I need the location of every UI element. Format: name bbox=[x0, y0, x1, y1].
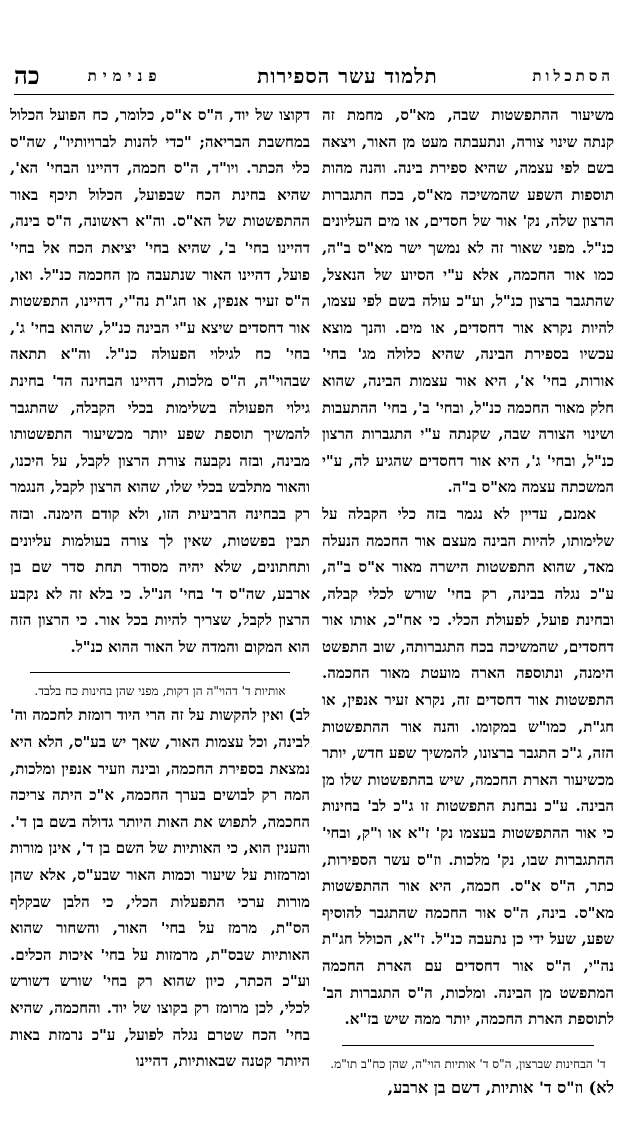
left-paragraph-2: לב) ואין להקשות על זה הרי היוד רומזת לחכמה וה' לבינה, וכל עצמות האור, שאך יש בע"ס, הלא היא נמצאת בספירת החכמה, ובינה וזעיר אנפין ומלכות, המה רק לבושים בערך החכמה, א"כ היתה צריכה החכמה, לתפוש את האות היותר גדולה בשם בן ד'. והענין הוא, כי האותיות של השם בן ד', אינן מורות ומרמזות על שיעור וכמות האור שבע"ס, אלא שהן מורות ערכי התפעלות הכלי, כי הלבן שבקלף הס"ת, מרמז על בחי' האור, והשחור שהוא האותיות שבס"ת, מרמזות על בחי' איכות הכלים. וע"כ הכתר, כיון שהוא רק בחי' שורש דשורש לכלי, לכן מרומז רק בקוצו של יוד. והחכמה, שהיא בחי' הכח שטרם נגלה לפועל, ע"כ נרמזת באות היותר קטנה שבאותיות, דהיינו bbox=[10, 706, 310, 1071]
right-column bbox=[322, 102, 614, 1111]
header-inner-label: פנימית bbox=[87, 66, 163, 85]
right-paragraph-2: אמנם, עדיין לא נגמר בזה כלי הקבלה על שלימותו, להיות הבינה מעצם אור החכמה הנעלה מאד, שהוא התפשטות הישרה מאור א"ס ב"ה, ע"כ נגלה בבינה, רק בחי' שורש לכלי קבלה, ובחינת פועל, לפעולת הכלי. כי אח"כ, אותו אור דחסדים, שהמשיכה בכח התגברותה, שוב התפשט הימנה, ונתוספה הארה מועטת מאור החכמה. התפשטות אור דחסדים זה, נקרא זעיר אנפין, או חג"ת, כמו"ש במקומו. והנה אור ההתפשטות הזה, ג"כ התגבר ברצונו, להמשיך שפע חדש, יותר מכשיעור הארת החכמה, שיש בהתפשטות שלו מן הבינה. ע"כ נבחנת התפשטות זו ג"כ לב' בחינות כי אור ההתפשטות בעצמו נק' ז"א או ו"ק, ובחי' ההתגברות שבו, נק' מלכות. וז"ס עשר הספירות, כתר, ה"ס א"ס. חכמה, היא אור ההתפשטות מא"ס. בינה, ה"ס אור החכמה שהתגבר להוסיף שפע, שעל ידי כן נתעבה כנ"ל. ז"א, הכולל חג"ת נה"י, ה"ס אור דחסדים עם הארת החכמה המתפשט מן הבינה. ומלכות, ה"ס התגברות הב' לתוספת הארת החכמה, יותר ממה שיש בז"א. bbox=[322, 504, 614, 1029]
header-left-group bbox=[14, 61, 163, 91]
left-section-note: אותיות ד' דהוי"ה הן דקות, מפני שהן בחינות כח בלבד. bbox=[34, 684, 286, 699]
left-column bbox=[10, 102, 310, 1111]
right-paragraph-1: משיעור ההתפשטות שבה, מא"ס, מחמת זה קנתה שינוי צורה, ונתעבתה מעט מן האור, ויצאה בשם לפי עצמה, שהיא ספירת בינה. והנה מהות תוספות השפע שהמשיכה מא"ס, בכח התגברות הרצון שלה, נק' אור של חסדים, או מים העליונים כנ"ל. מפני שאור זה לא נמשך ישר מא"ס ב"ה, כמו אור החכמה, אלא ע"י הסיוע של הנאצל, שהתגבר ברצון כנ"ל, וע"כ עולה בשם לפי עצמו, להיות נקרא אור דחסדים, או מים. והנך מוצא עכשיו בספירת הבינה, שהיא כלולה מג' בחי' אורות, בחי' א', היא אור עצמות הבינה, שהוא חלק מאור החכמה כנ"ל, ובחי' ב', בחי' ההתעבות ושינוי הצורה שבה, שקנתה ע"י התגברות הרצון כנ"ל, ובחי' ג', היא אור דחסדים שהגיע לה, ע"י המשכתה עצמה מא"ס ב"ה. bbox=[322, 106, 614, 497]
divider bbox=[30, 672, 290, 673]
page-number: כה bbox=[14, 61, 40, 90]
left-paragraph-1: דקוצו של יוד, ה"ס א"ס, כלומר, כח הפועל הכלול במחשבת הבריאה; "כדי להנות לברויותיו", שה"ס כלי הכתר. ויו"ד, ה"ס חכמה, דהיינו הבחי' הא', שהיא בחינת הכח שבפועל, הכלול תיכף באור ההתפשטות של הא"ס. וה"א ראשונה, ה"ס בינה, דהיינו בחי' ב', שהיא בחי' יציאת הכח אל בחי' פועל, דהיינו האור שנתעבה מן החכמה כנ"ל. ואו, ה"ס זעיר אנפין, או חג"ת נה"י, דהיינו, התפשטות אור דחסדים שיצא ע"י הבינה כנ"ל, שהוא בחי' ג', בחי' כח לגילוי הפעולה כנ"ל. וה"א תתאה שבהוי"ה, ה"ס מלכות, דהיינו הבחינה הד' בחינת גילוי הפעולה בשלימות בכלי הקבלה, שהתגבר להמשיך תוספת שפע יותר מכשיעור התפשטותו מבינה, ובזה נקבעה צורת הרצון לקבל, על היכנו, והאור מתלבש בכלי שלו, שהוא הרצון לקבל, הנגמר רק בבחינה הרביעית הזו, ולא קודם הימנה. ובזה תבין בפשטות, שאין לך צורה בעולמות עליונים ותחתונים, שלא יהיה מסודר תחת סדר שם בן ארבע, שה"ס ד' בחי' הנ"ל. כי בלא זה לא נקבע הרצון לקבל, שצריך להיות בכל אור. כי הרצון הזה הוא המקום והמדה של האור ההוא כנ"ל. bbox=[10, 106, 310, 656]
header-section-label: הסתכלות bbox=[532, 66, 614, 85]
divider bbox=[342, 1045, 594, 1046]
page-header bbox=[14, 58, 614, 95]
right-section-note: ד' הבחינות שברצון, ה"ס ד' אותיות הוי"ה, שהן כח"ב תו"מ. bbox=[330, 1056, 606, 1071]
right-paragraph-3: לא) וז"ס ד' אותיות, דשם בן ארבע, bbox=[387, 1077, 614, 1097]
header-book-title: תלמוד עשר הספירות bbox=[257, 63, 438, 88]
